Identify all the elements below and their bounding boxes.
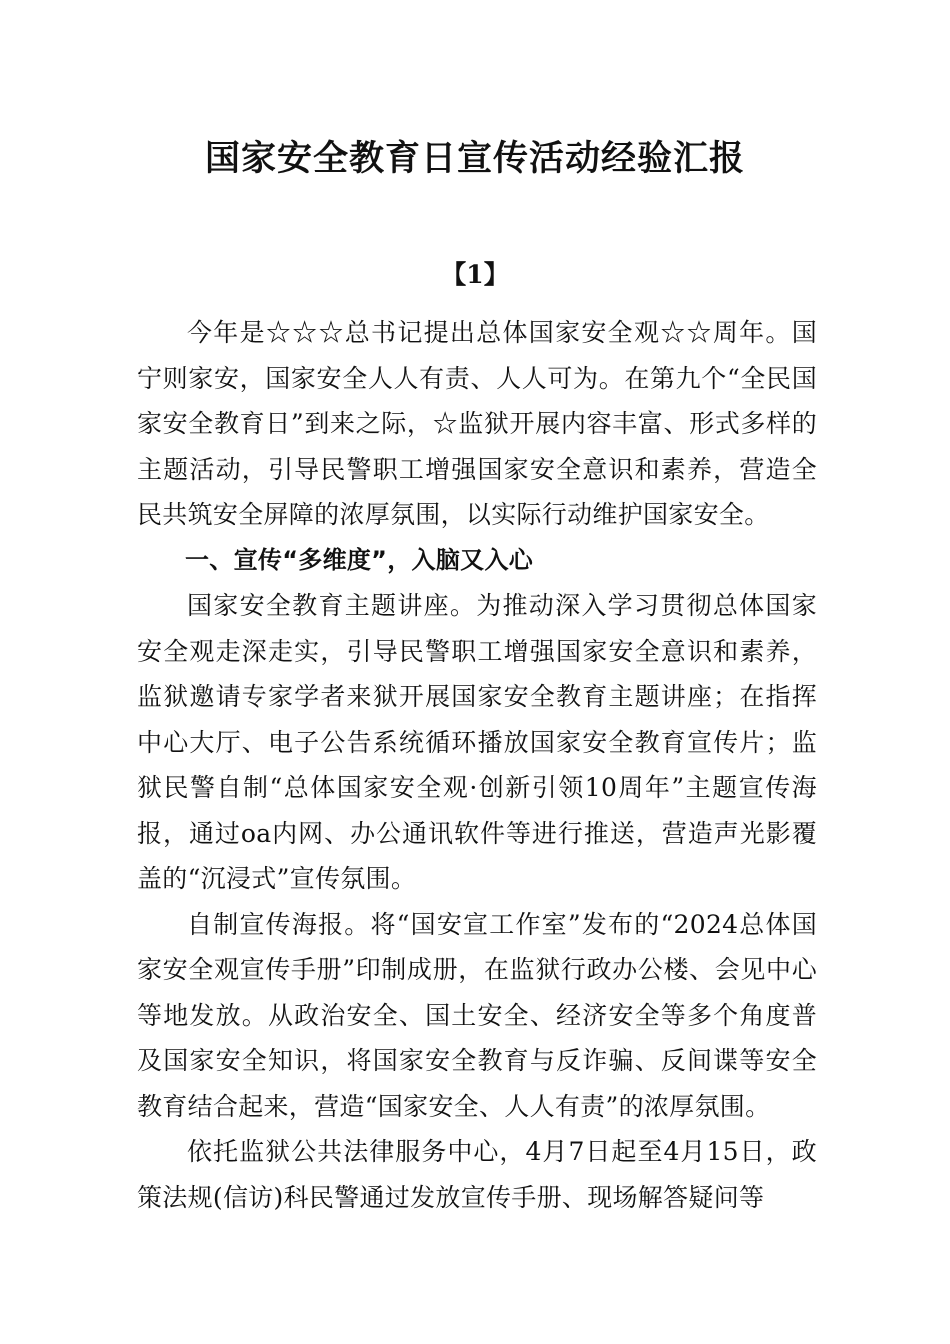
paragraph-lecture: 国家安全教育主题讲座。为推动深入学习贯彻总体国家安全观走深走实，引导民警职工增强国家安全意识和素养，监狱邀请专家学者来狱开展国家安全教育主题讲座；在指挥中心大厅、电子公告系统循环播放国家安全教育宣传片；监狱民警自制“总体国家安全观·创新引领10周年”主题宣传海报，通过oa内网、办公通讯软件等进行推送，营造声光影覆盖的“沉浸式”宣传氛围。	[137, 591, 817, 893]
paragraph-legal-service: 依托监狱公共法律服务中心，4月7日起至4月15日，政策法规(信访)科民警通过发放宣传手册、现场解答疑问等	[137, 1137, 817, 1212]
paragraph-intro: 今年是☆☆☆总书记提出总体国家安全观☆☆周年。国宁则家安，国家安全人人有责、人人可为。在第九个“全民国家安全教育日”到来之际，☆监狱开展内容丰富、形式多样的主题活动，引导民警职工增强国家安全意识和素养，营造全民共筑安全屏障的浓厚氛围，以实际行动维护国家安全。	[137, 318, 817, 529]
document-body	[137, 310, 817, 1220]
document-title: 国家安全教育日宣传活动经验汇报	[204, 139, 745, 179]
section-heading: 一、宣传“多维度”，入脑又入心	[185, 545, 534, 574]
section-number: 【1】	[441, 260, 509, 289]
paragraph-poster: 自制宣传海报。将“国安宣工作室”发布的“2024总体国家安全观宣传手册”印制成册，在监狱行政办公楼、会见中心等地发放。从政治安全、国土安全、经济安全等多个角度普及国家安全知识，将国家安全教育与反诈骗、反间谍等安全教育结合起来，营造“国家安全、人人有责”的浓厚氛围。	[137, 909, 817, 1121]
